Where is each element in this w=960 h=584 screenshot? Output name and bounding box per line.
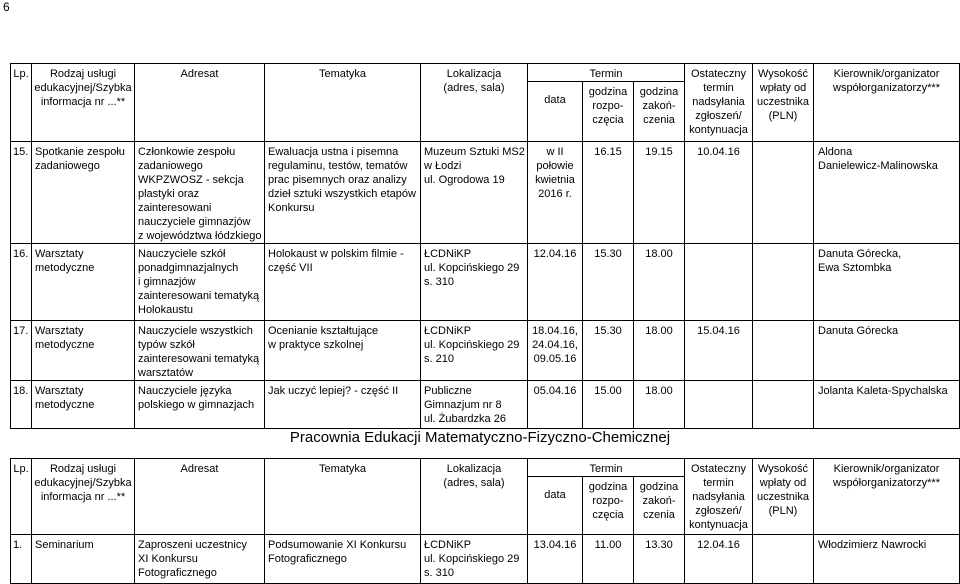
table-header (11, 64, 960, 142)
row-topic: Podsumowanie XI Konkursu Fotograficznego (265, 535, 421, 584)
section-title: Pracownia Edukacji Matematyczno-Fizyczno-Chemicznej (289, 429, 671, 446)
header-topic: Tematyka (265, 459, 421, 535)
row-end-time: 18.00 (634, 244, 685, 321)
header-term: Termin (528, 64, 685, 82)
row-audience: Zaproszeni uczestnicy XI Konkursu Fotograficznego (135, 535, 265, 584)
header-deadline: Ostateczny termin nadsyłania zgłoszeń/ kontynuacja (685, 64, 753, 142)
row-deadline: 12.04.16 (685, 535, 753, 584)
row-service-type: Seminarium (32, 535, 135, 584)
header-fee: Wysokość wpłaty od uczestnika (PLN) (753, 64, 814, 142)
header-date: data (528, 477, 583, 535)
row-location: Muzeum Sztuki MS2 w Łodzi ul. Ogrodowa 19 (421, 142, 528, 244)
row-date: 05.04.16 (528, 381, 583, 429)
header-row (11, 64, 960, 82)
row-service-type: Spotkanie zespołu zadaniowego (32, 142, 135, 244)
row-fee (753, 244, 814, 321)
row-organizer: Aldona Danielewicz-Malinowska (814, 142, 960, 244)
row-end-time: 13.30 (634, 535, 685, 584)
row-service-type: Warsztaty metodyczne (32, 244, 135, 321)
row-location: Publiczne Gimnazjum nr 8 ul. Żubardzka 26 (421, 381, 528, 429)
table-row (11, 321, 960, 381)
header-service-type: Rodzaj usługi edukacyjnej/Szybka informacja nr ...** (32, 459, 135, 535)
row-start-time: 11.00 (583, 535, 634, 584)
row-service-type: Warsztaty metodyczne (32, 381, 135, 429)
row-fee (753, 321, 814, 381)
header-lp: Lp. (11, 64, 32, 142)
row-lp: 15. (11, 142, 32, 244)
row-date: 12.04.16 (528, 244, 583, 321)
row-date: 18.04.16, 24.04.16, 09.05.16 (528, 321, 583, 381)
table-row (11, 244, 960, 321)
header-location: Lokalizacja (adres, sala) (421, 64, 528, 142)
row-topic: Holokaust w polskim filmie - część VII (265, 244, 421, 321)
row-topic: Jak uczyć lepiej? - część II (265, 381, 421, 429)
row-start-time: 15.30 (583, 321, 634, 381)
row-end-time: 18.00 (634, 381, 685, 429)
row-lp: 17. (11, 321, 32, 381)
header-lp: Lp. (11, 459, 32, 535)
row-location: ŁCDNiKP ul. Kopcińskiego 29 s. 310 (421, 244, 528, 321)
row-service-type: Warsztaty metodyczne (32, 321, 135, 381)
row-start-time: 15.00 (583, 381, 634, 429)
row-deadline (685, 381, 753, 429)
header-organizer: Kierownik/organizator współorganizatorzy*** (814, 64, 960, 142)
header-end-time: godzina zakoń- czenia (634, 477, 685, 535)
row-topic: Ocenianie kształtujące w praktyce szkolnej (265, 321, 421, 381)
header-fee: Wysokość wpłaty od uczestnika (PLN) (753, 459, 814, 535)
header-organizer: Kierownik/organizator współorganizatorzy*** (814, 459, 960, 535)
row-end-time: 19.15 (634, 142, 685, 244)
table-row (11, 535, 960, 584)
table-header (11, 459, 960, 535)
header-end-time: godzina zakoń- czenia (634, 82, 685, 142)
row-location: ŁCDNiKP ul. Kopcińskiego 29 s. 210 (421, 321, 528, 381)
row-fee (753, 142, 814, 244)
row-topic: Ewaluacja ustna i pisemna regulaminu, testów, tematów prac pisemnych oraz analizy dzieł sztuki wszystkich etapów Konkursu (265, 142, 421, 244)
row-deadline: 10.04.16 (685, 142, 753, 244)
header-service-type: Rodzaj usługi edukacyjnej/Szybka informacja nr ...** (32, 64, 135, 142)
row-deadline (685, 244, 753, 321)
row-organizer: Włodzimierz Nawrocki (814, 535, 960, 584)
header-location: Lokalizacja (adres, sala) (421, 459, 528, 535)
row-organizer: Danuta Górecka (814, 321, 960, 381)
row-organizer: Danuta Górecka, Ewa Sztombka (814, 244, 960, 321)
row-start-time: 16.15 (583, 142, 634, 244)
table-row (11, 381, 960, 429)
row-lp: 16. (11, 244, 32, 321)
table-row (11, 142, 960, 244)
row-location: ŁCDNiKP ul. Kopcińskiego 29 s. 310 (421, 535, 528, 584)
header-audience: Adresat (135, 64, 265, 142)
header-topic: Tematyka (265, 64, 421, 142)
header-audience: Adresat (135, 459, 265, 535)
row-deadline: 15.04.16 (685, 321, 753, 381)
row-audience: Członkowie zespołu zadaniowego WKPZWOSZ - sekcja plastyki oraz zainteresowani nauczyciele gimnazjów z województwa łódzkiego (135, 142, 265, 244)
row-end-time: 18.00 (634, 321, 685, 381)
row-start-time: 15.30 (583, 244, 634, 321)
row-audience: Nauczyciele języka polskiego w gimnazjach (135, 381, 265, 429)
events-table-1 (10, 63, 960, 429)
page-number: 6 (3, 0, 10, 14)
header-start-time: godzina rozpo- częcia (583, 82, 634, 142)
header-term: Termin (528, 459, 685, 477)
header-start-time: godzina rozpo- częcia (583, 477, 634, 535)
row-fee (753, 381, 814, 429)
header-deadline: Ostateczny termin nadsyłania zgłoszeń/ kontynuacja (685, 459, 753, 535)
row-lp: 18. (11, 381, 32, 429)
header-row (11, 459, 960, 477)
row-date: w II połowie kwietnia 2016 r. (528, 142, 583, 244)
row-lp: 1. (11, 535, 32, 584)
row-audience: Nauczyciele szkół ponadgimnazjalnych i gimnazjów zainteresowani tematyką Holokaustu (135, 244, 265, 321)
header-date: data (528, 82, 583, 142)
row-fee (753, 535, 814, 584)
row-organizer: Jolanta Kaleta-Spychalska (814, 381, 960, 429)
events-table-2 (10, 458, 960, 584)
row-audience: Nauczyciele wszystkich typów szkół zainteresowani tematyką warsztatów (135, 321, 265, 381)
row-date: 13.04.16 (528, 535, 583, 584)
